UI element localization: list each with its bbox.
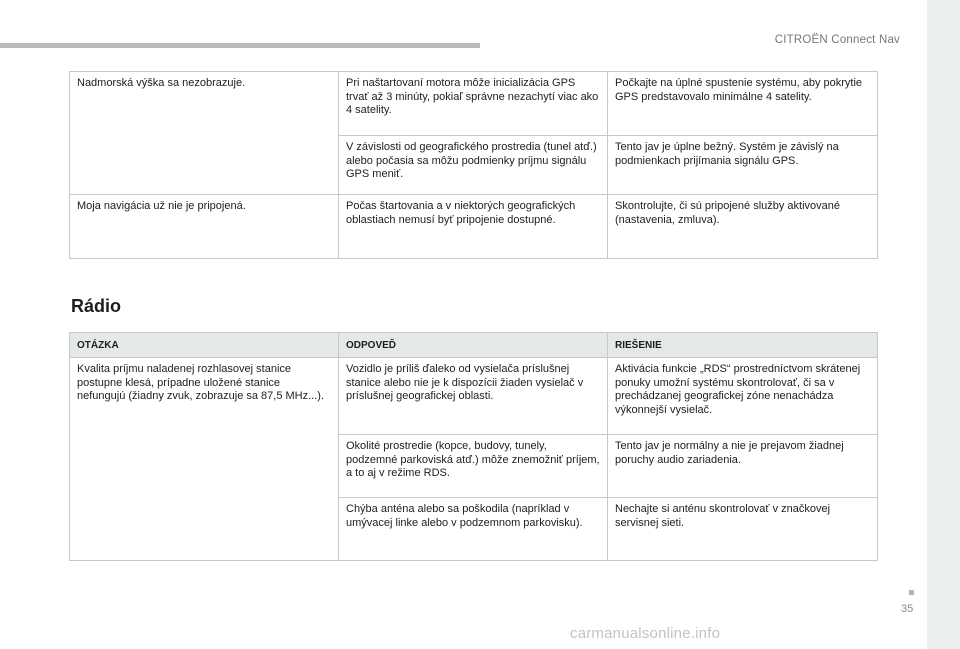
column-header-question: OTÁZKA (70, 333, 339, 358)
watermark: carmanualsonline.info (570, 625, 721, 642)
page-sidebar-strip (927, 0, 960, 649)
gps-faq-table (69, 71, 878, 259)
solution-cell: Aktivácia funkcie „RDS“ prostredníctvom skrátenej ponuky umožní systému skontrolovať, či sa v prechádzanej geografickej zóne nenachádza výkonnejší vysielač. (608, 358, 878, 435)
column-header-answer: ODPOVEĎ (339, 333, 608, 358)
answer-cell: Počas štartovania a v niektorých geografických oblastiach nemusí byť pripojenie dostupné. (339, 195, 608, 259)
answer-cell: V závislosti od geografického prostredia (tunel atď.) alebo počasia sa môžu podmienky príjmu signálu GPS meniť. (339, 136, 608, 195)
question-cell: Moja navigácia už nie je pripojená. (70, 195, 339, 259)
page-marker (909, 590, 914, 595)
question-cell: Kvalita príjmu naladenej rozhlasovej stanice postupne klesá, prípadne uložené stanice nefungujú (žiadny zvuk, zobrazuje sa 87,5 MHz...). (70, 358, 339, 561)
radio-faq-table (69, 332, 878, 561)
table-row (70, 72, 878, 136)
column-header-solution: RIEŠENIE (608, 333, 878, 358)
answer-cell: Chýba anténa alebo sa poškodila (napríklad v umývacej linke alebo v podzemnom parkovisku). (339, 498, 608, 561)
table-row (70, 358, 878, 435)
header-title: CITROËN Connect Nav (774, 34, 900, 46)
header-rule (0, 43, 480, 48)
section-title-radio: Rádio (71, 296, 122, 316)
answer-cell: Okolité prostredie (kopce, budovy, tunely, podzemné parkoviská atď.) môže znemožniť príjem, a to aj v režime RDS. (339, 435, 608, 498)
answer-cell: Vozidlo je príliš ďaleko od vysielača príslušnej stanice alebo nie je k dispozícii žiaden vysielač v príslušnej geografickej oblasti. (339, 358, 608, 435)
page-number: 35 (901, 603, 914, 615)
solution-cell: Skontrolujte, či sú pripojené služby aktivované (nastavenia, zmluva). (608, 195, 878, 259)
answer-cell: Pri naštartovaní motora môže inicializácia GPS trvať až 3 minúty, pokiaľ správne nezachytí viac ako 4 satelity. (339, 72, 608, 136)
solution-cell: Počkajte na úplné spustenie systému, aby pokrytie GPS predstavovalo minimálne 4 satelity. (608, 72, 878, 136)
table-row (70, 195, 878, 259)
table-header-row (70, 333, 878, 358)
solution-cell: Tento jav je normálny a nie je prejavom žiadnej poruchy audio zariadenia. (608, 435, 878, 498)
solution-cell: Tento jav je úplne bežný. Systém je závislý na podmienkach prijímania signálu GPS. (608, 136, 878, 195)
question-cell: Nadmorská výška sa nezobrazuje. (70, 72, 339, 195)
solution-cell: Nechajte si anténu skontrolovať v značkovej servisnej sieti. (608, 498, 878, 561)
